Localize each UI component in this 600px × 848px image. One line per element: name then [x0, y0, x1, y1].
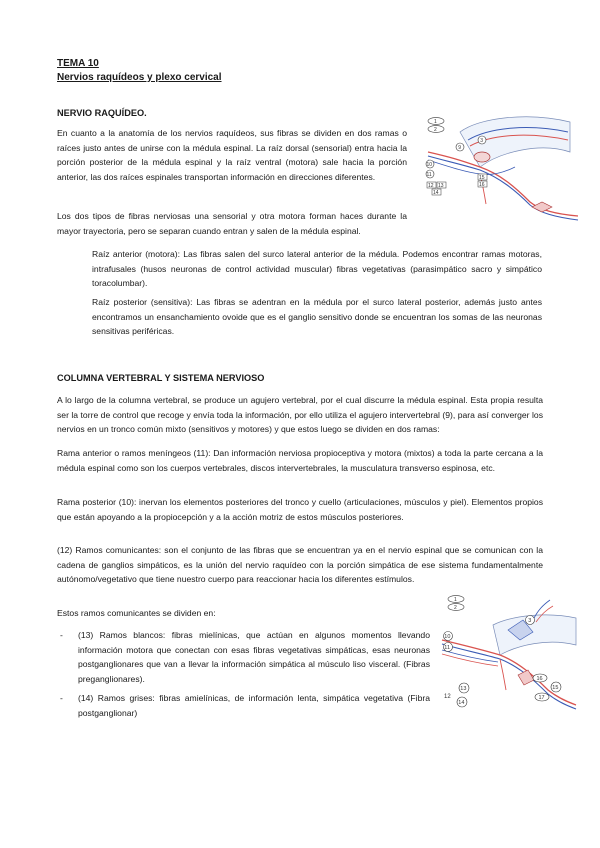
section-heading-columna: COLUMNA VERTEBRAL Y SISTEMA NERVIOSO [57, 373, 265, 383]
paragraph-raiz-posterior: Raíz posterior (sensitiva): Las fibras se adentran en la médula por el surco lateral posterior, además justo antes encontramos un ensanchamiento ovoide que es el ganglio sensitivo donde se encuentran los somas de las neuronas sensitivas periféricas. [92, 297, 542, 337]
fig2-label-16: 16 [536, 676, 543, 682]
bullet-dash-1: - [60, 630, 63, 640]
paragraph-ramos-comunicantes: (12) Ramos comunicantes: son el conjunto de las fibras que se encuentran ya en el nervio espinal que se comunican con la cadena de ganglios simpáticos, es la unión del nervio raquídeo con la porción simpática de ese sistema fundamentalmente autónomo/vegetativo que tiene nuestro cuerpo para reaccionar hacia los diferentes estímulos. [57, 545, 543, 585]
fig1-label-13: 13 [438, 183, 444, 189]
fig2-label-15: 15 [552, 685, 559, 691]
fig1-label-2: 2 [434, 127, 437, 133]
fig1-label-10: 10 [426, 162, 433, 168]
fig1-label-9: 9 [458, 145, 462, 151]
paragraph-fibras: Los dos tipos de fibras nerviosas una sensorial y otra motora forman haces durante la mayor trayectoria, pero se separan cuando entran y salen de la médula espinal. [57, 211, 407, 236]
fig2-label-13: 13 [460, 686, 467, 692]
fig1-label-12: 12 [428, 183, 434, 189]
fig2-label-2: 2 [454, 605, 457, 611]
section-heading-nervio: NERVIO RAQUÍDEO. [57, 108, 147, 118]
fig2-label-17: 17 [538, 695, 545, 701]
page-subtitle: Nervios raquídeos y plexo cervical [57, 72, 222, 83]
paragraph-rama-posterior: Rama posterior (10): inervan los elementos posteriores del tronco y cuello (articulaciones, músculos y piel). Elementos propios que están apoyando a la propiocepción y a la acción motriz de estos músculos posteriores. [57, 497, 543, 522]
fig2-label-10: 10 [444, 634, 451, 640]
tema-label: TEMA 10 [57, 58, 99, 69]
fig1-label-16: 16 [479, 182, 485, 188]
bullet-dash-2: - [60, 693, 63, 703]
fig2-label-1: 1 [454, 597, 457, 603]
bullet-ramos-grises: (14) Ramos grises: fibras amielínicas, de información lenta, simpática vegetativa (Fibra postganglionar) [78, 693, 430, 718]
paragraph-rama-anterior: Rama anterior o ramos meníngeos (11): Dan información nerviosa propioceptiva y motora (mixtos) a toda la parte cercana a la médula espinal como son los cuerpos vertebrales, discos intervertebrales, la musculatura transverso espinosa, etc. [57, 448, 543, 473]
fig2-label-3: 3 [528, 618, 532, 624]
spinal-nerve-diagram-1 [420, 112, 580, 224]
fig2-label-14: 14 [458, 700, 465, 706]
fig1-label-1: 1 [434, 119, 437, 125]
paragraph-raiz-anterior: Raíz anterior (motora): Las fibras salen del surco lateral anterior de la médula. Podemos encontrar ramas motoras, intrafusales (husos neuronas de control actividad muscular) fibras vegetativas (parasimpático sacro y simpático toracolumbar). [92, 249, 542, 289]
bullet-ramos-blancos: (13) Ramos blancos: fibras mielínicas, que actúan en algunos momentos llevando información motora que conectan con esas fibras vegetativas simpáticas, esas neuronas postganglionares que van a llevar la información simpática al músculo liso visceral. (Fibras preganglionares). [78, 630, 430, 684]
paragraph-ramos-intro: Estos ramos comunicantes se dividen en: [57, 608, 216, 618]
fig1-label-15: 15 [479, 175, 485, 181]
fig1-label-14: 14 [433, 190, 439, 196]
fig1-label-3: 3 [480, 138, 484, 144]
fig2-label-11: 11 [444, 645, 451, 651]
paragraph-anatomia: En cuanto a la anatomía de los nervios raquídeos, sus fibras se dividen en dos ramas o raíces justo antes de unirse con la médula espinal. La raíz dorsal (sensorial) entra hacia la porción posterior de la médula espinal y la raíz ventral (motora) sale hacia la porción anterior, las dos raíces espinales transportan información en direcciones diferentes. [57, 128, 407, 182]
fig1-label-11: 11 [426, 172, 432, 178]
paragraph-columna: A lo largo de la columna vertebral, se produce un agujero vertebral, por el cual discurre la médula espinal. Esta propia resulta ser la torre de control que recoge y envía toda la información, por ello utiliza el agujero intervertebral (9), para así converger los nervios en un tronco común mixto (sensitivos y motores) y que estos luego se dividen en dos ramas: [57, 395, 543, 435]
fig2-label-12: 12 [444, 694, 451, 700]
spinal-nerve-diagram-2 [438, 590, 578, 715]
